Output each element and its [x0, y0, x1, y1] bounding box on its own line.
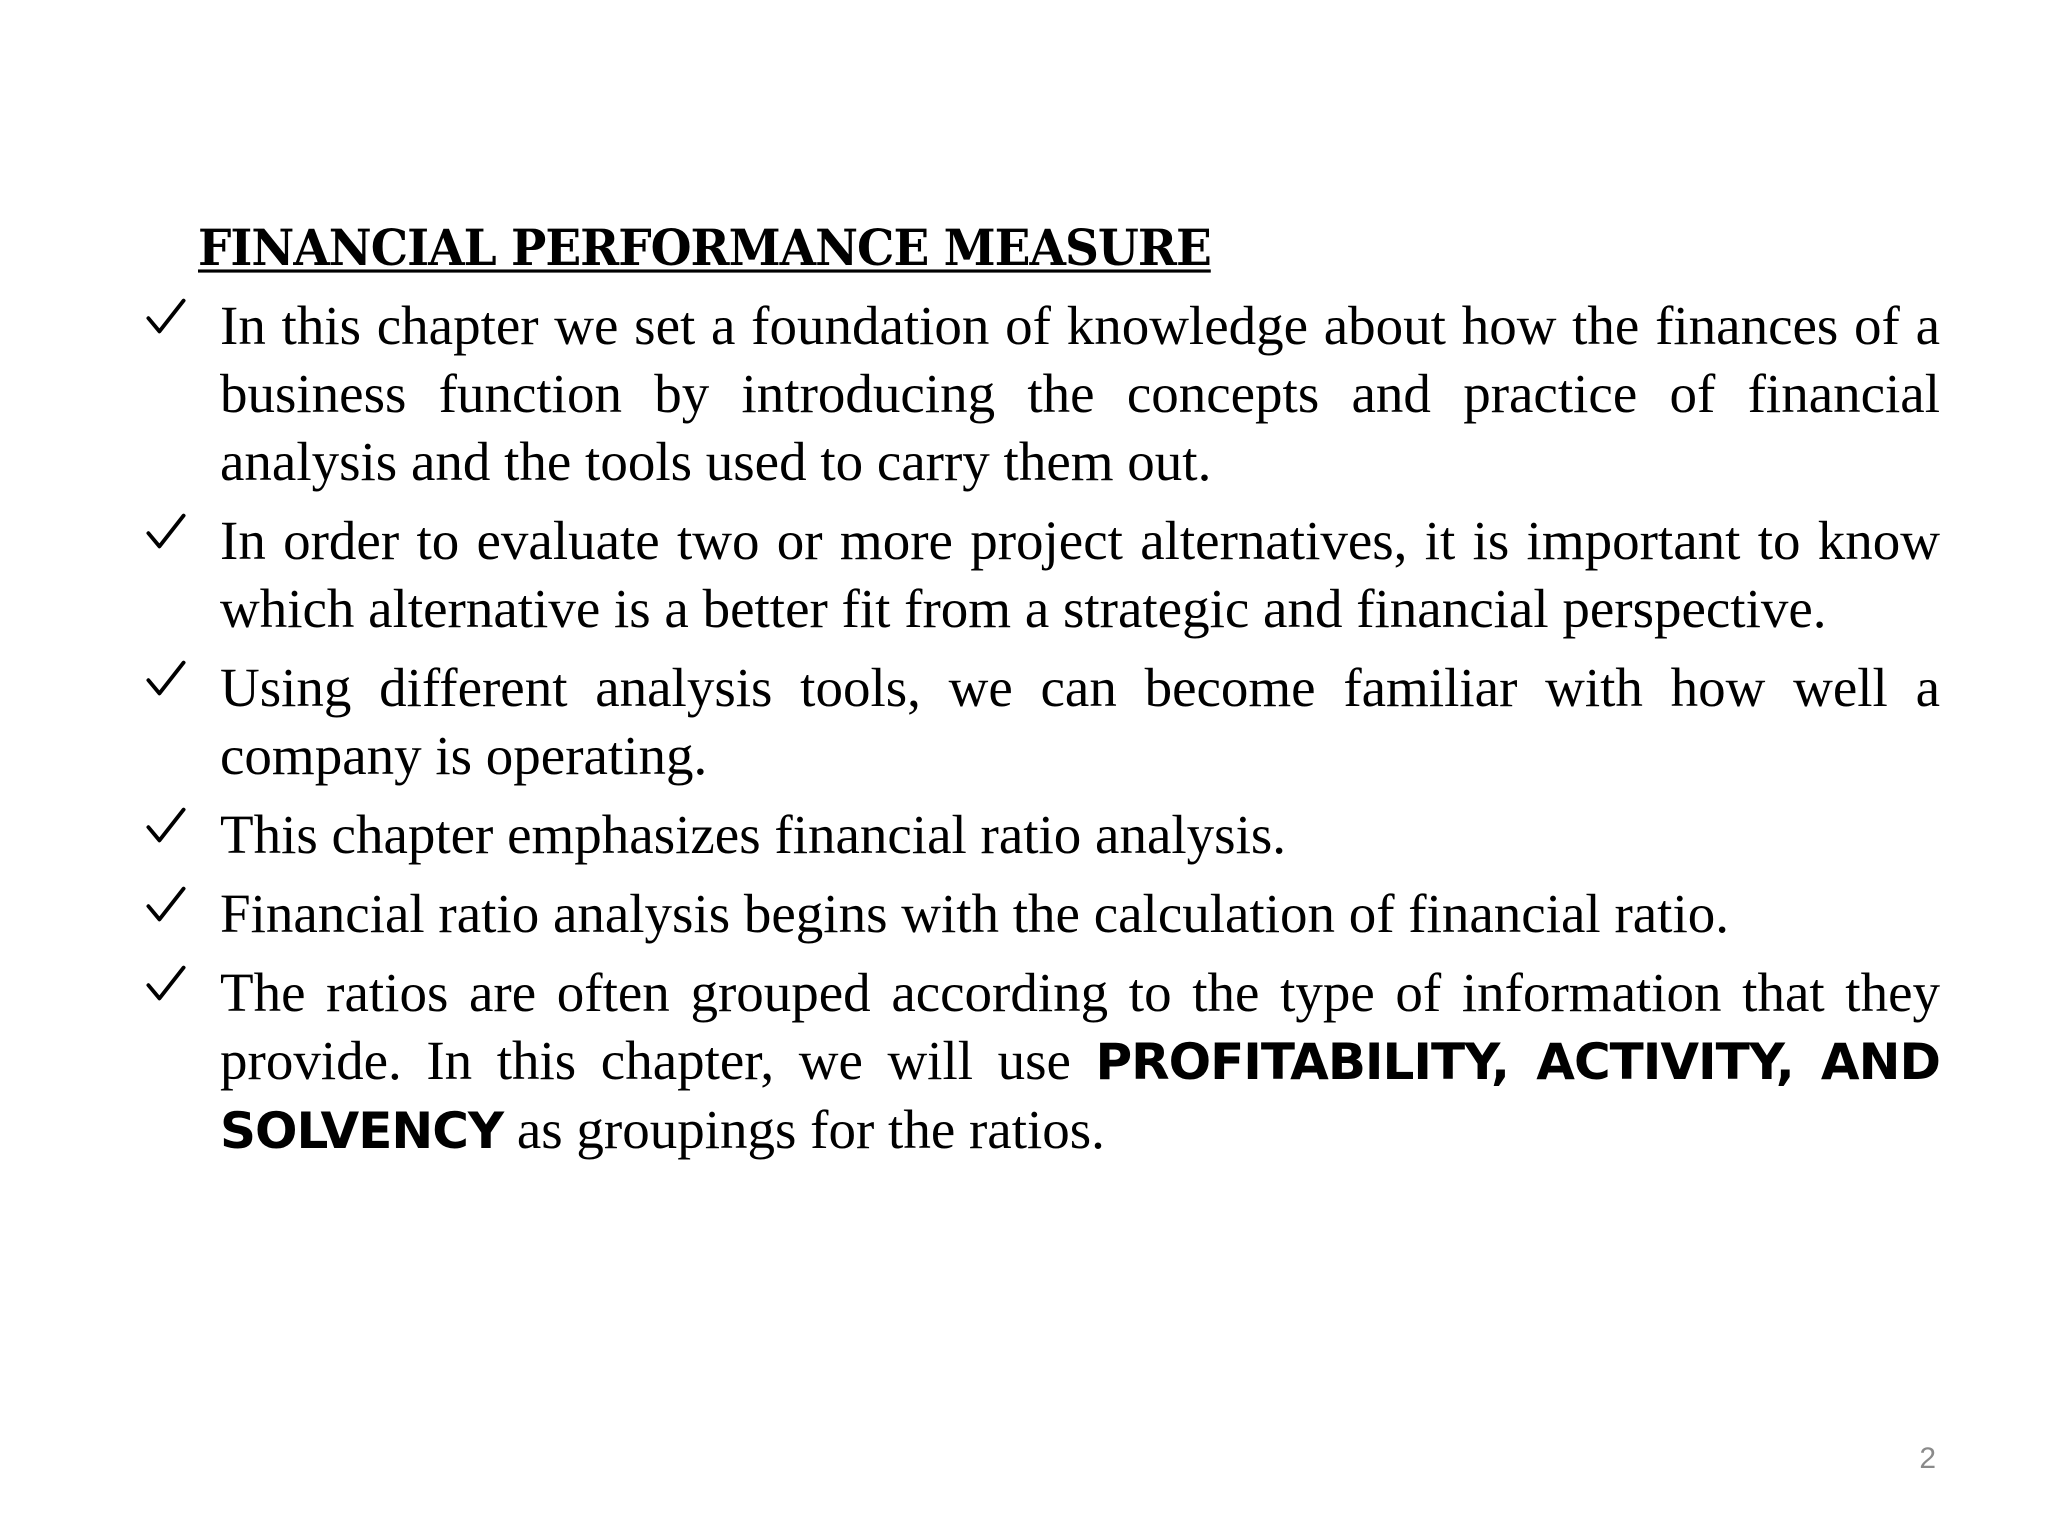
- checkmark-icon: [144, 294, 188, 338]
- bullet-item: [140, 654, 2048, 790]
- bullet-item: [140, 880, 2048, 948]
- checkmark-icon: [144, 509, 188, 553]
- bullet-text: Using different analysis tools, we can become familiar with how well a company is operating.: [220, 657, 1940, 786]
- checkmark-icon: [144, 803, 188, 847]
- emphasis-groupings: PROFITABILITY, ACTIVITY, AND SOLVENCY: [220, 1033, 1940, 1160]
- bullet-text: In this chapter we set a foundation of knowledge about how the finances of a business function by introducing the concepts and practice of financial analysis and the tools used to carry them out.: [220, 295, 1940, 492]
- bullet-text: [220, 959, 1940, 1165]
- slide-title: FINANCIAL PERFORMANCE MEASURE: [198, 220, 1211, 278]
- checkmark-icon: [144, 961, 188, 1005]
- bullet-text: In order to evaluate two or more project alternatives, it is important to know which alternative is a better fit from a strategic and financial perspective.: [220, 510, 1940, 639]
- checkmark-icon: [144, 882, 188, 926]
- bullet-item: [140, 507, 2048, 643]
- bullet-list: [140, 292, 1940, 1176]
- bullet-text: Financial ratio analysis begins with the calculation of financial ratio.: [220, 883, 1729, 944]
- bullet-text-after: as groupings for the ratios.: [503, 1099, 1105, 1160]
- bullet-item: [140, 292, 2048, 496]
- bullet-item: [140, 801, 2048, 869]
- bullet-text-before: The ratios are often grouped according to the type of information that they provide. In this chapter, we will use: [220, 962, 1940, 1091]
- bullet-item: [140, 959, 2048, 1165]
- page-number: 2: [1919, 1442, 1936, 1475]
- checkmark-icon: [144, 656, 188, 700]
- bullet-text: This chapter emphasizes financial ratio analysis.: [220, 804, 1287, 865]
